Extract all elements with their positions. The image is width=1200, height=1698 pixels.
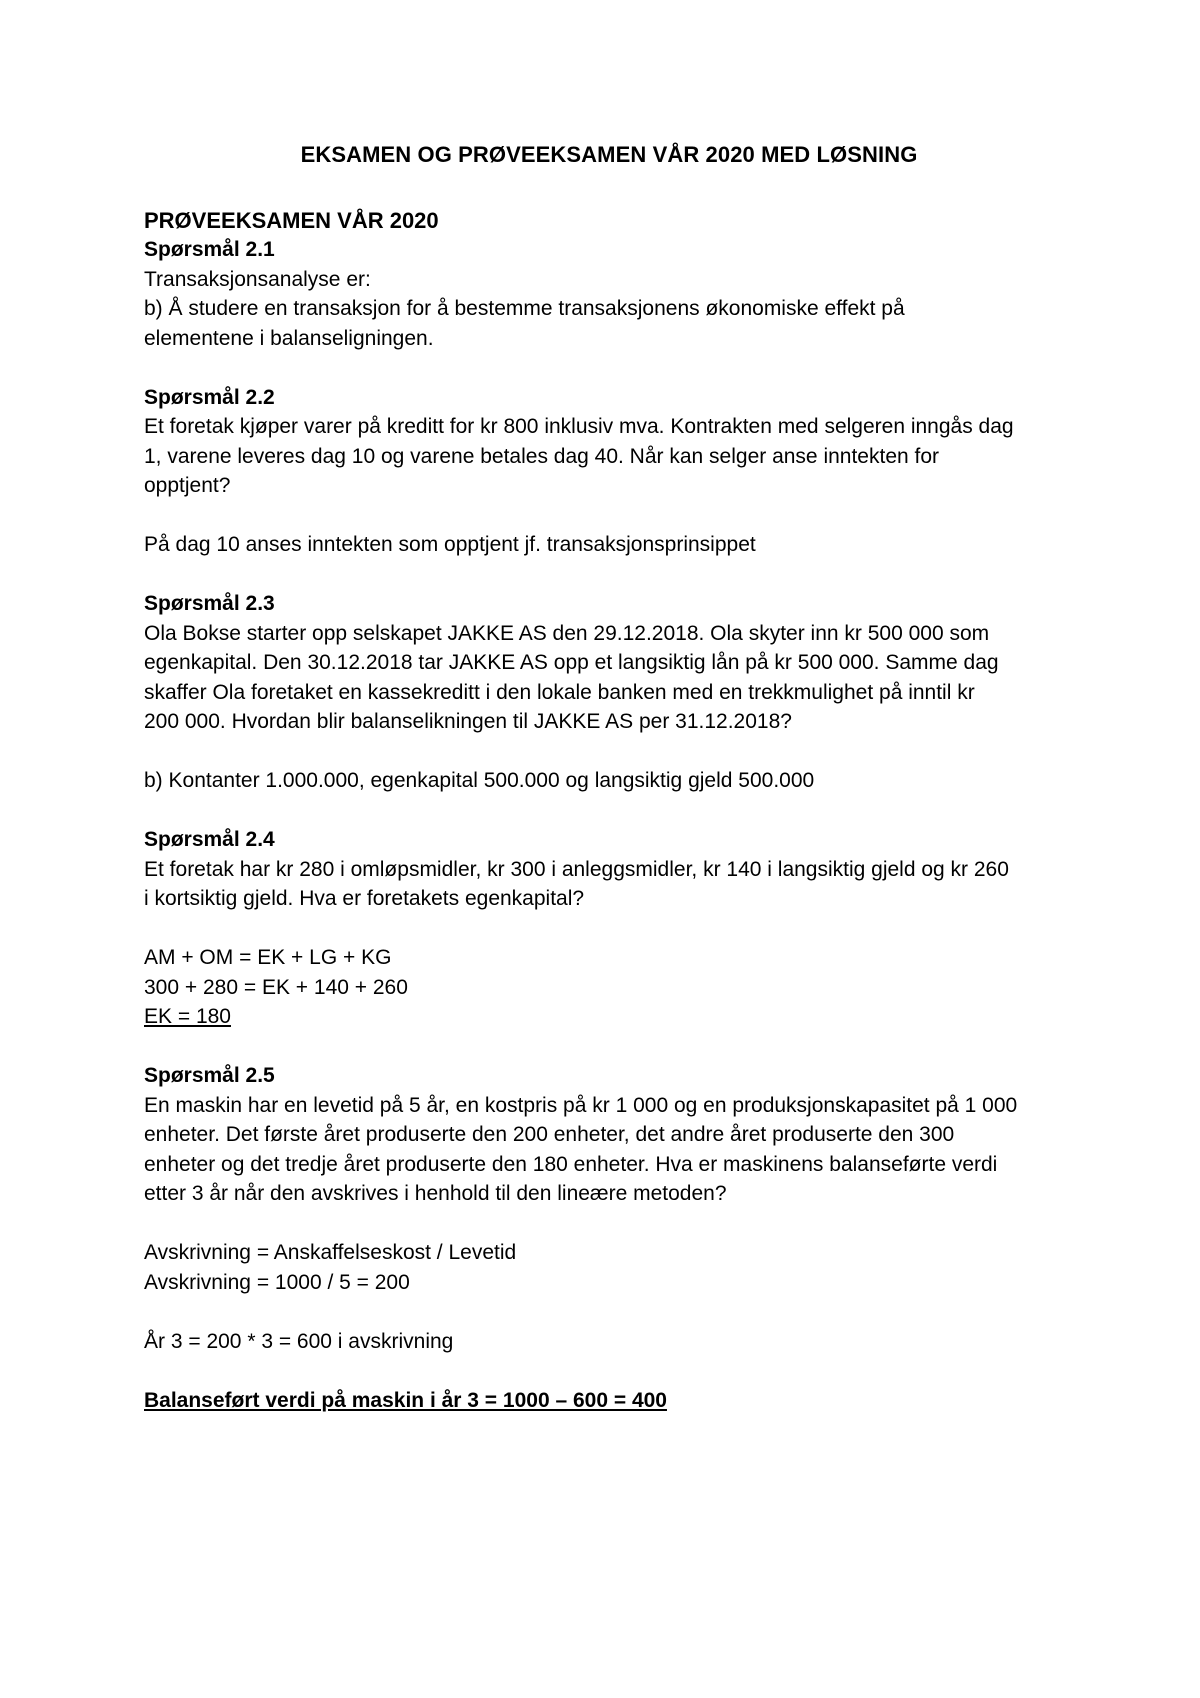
document-page (144, 140, 1074, 1415)
calculation-line: År 3 = 200 * 3 = 600 i avskrivning (144, 1329, 454, 1353)
question-text: En maskin har en levetid på 5 år, en kostpris på kr 1 000 og en produksjonskapasitet på 1 000 (144, 1093, 1018, 1117)
calculation-line: 300 + 280 = EK + 140 + 260 (144, 975, 408, 999)
question-text: Ola Bokse starter opp selskapet JAKKE AS den 29.12.2018. Ola skyter inn kr 500 000 som (144, 621, 990, 645)
question-text: enheter. Det første året produserte den 200 enheter, det andre året produserte den 300 (144, 1123, 955, 1146)
question-text: 200 000. Hvordan blir balanselikningen til JAKKE AS per 31.12.2018? (144, 710, 792, 733)
question-text: 1, varene leveres dag 10 og varene betales dag 40. Når kan selger anse inntekten for (144, 444, 940, 468)
calculation-line: Avskrivning = Anskaffelseskost / Levetid (144, 1241, 517, 1264)
question-text: skaffer Ola foretaket en kassekreditt i den lokale banken med en trekkmulighet på inntil kr (144, 680, 975, 704)
answer-text: elementene i balanseligningen. (144, 326, 434, 350)
question-2-5 (144, 1061, 1074, 1415)
question-text: i kortsiktig gjeld. Hva er foretakets egenkapital? (144, 887, 585, 910)
question-text: etter 3 år når den avskrives i henhold til den lineære metoden? (144, 1182, 727, 1205)
calculation-line: Avskrivning = 1000 / 5 = 200 (144, 1270, 410, 1294)
question-2-1 (144, 235, 1074, 353)
question-heading: Spørsmål 2.2 (144, 385, 275, 409)
answer-text: På dag 10 anses inntekten som opptjent jf. transaksjonsprinsippet (144, 533, 756, 556)
question-text: enheter og det tredje året produserte den 180 enheter. Hva er maskinens balanseførte verdi (144, 1152, 998, 1176)
question-heading: Spørsmål 2.3 (144, 592, 275, 615)
question-heading: Spørsmål 2.1 (144, 238, 275, 261)
document-title: EKSAMEN OG PRØVEEKSAMEN VÅR 2020 MED LØSNING (300, 142, 918, 167)
question-text: Et foretak har kr 280 i omløpsmidler, kr 300 i anleggsmidler, kr 140 i langsiktig gjeld og kr 260 (144, 857, 1009, 881)
answer-text: b) Kontanter 1.000.000, egenkapital 500.000 og langsiktig gjeld 500.000 (144, 769, 815, 792)
question-heading: Spørsmål 2.4 (144, 828, 275, 851)
section-title: PRØVEEKSAMEN VÅR 2020 (144, 207, 439, 233)
question-2-2 (144, 383, 1074, 560)
question-2-4 (144, 825, 1074, 1032)
result-line: Balanseført verdi på maskin i år 3 = 1000 – 600 = 400 (144, 1388, 667, 1412)
question-text: egenkapital. Den 30.12.2018 tar JAKKE AS opp et langsiktig lån på kr 500 000. Samme dag (144, 651, 999, 674)
question-heading: Spørsmål 2.5 (144, 1064, 275, 1087)
answer-text: b) Å studere en transaksjon for å bestemme transaksjonens økonomiske effekt på (144, 297, 905, 320)
question-text: Transaksjonsanalyse er: (144, 267, 371, 291)
calculation-line: AM + OM = EK + LG + KG (144, 946, 392, 969)
result-line: EK = 180 (144, 1005, 231, 1028)
question-text: Et foretak kjøper varer på kreditt for kr 800 inklusiv mva. Kontrakten med selgeren inngås dag (144, 415, 1014, 438)
question-text: opptjent? (144, 474, 231, 497)
question-2-3 (144, 589, 1074, 796)
